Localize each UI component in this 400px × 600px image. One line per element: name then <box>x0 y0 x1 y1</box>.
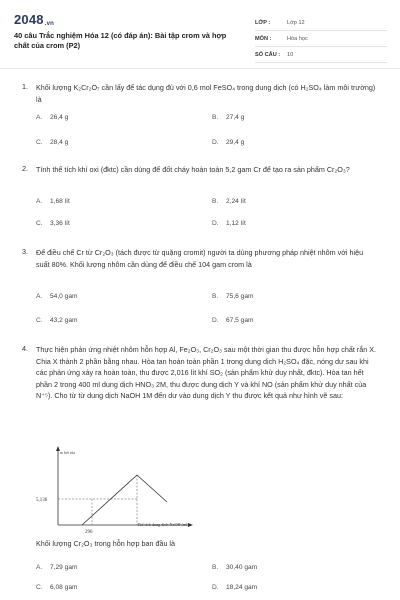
meta-key: SỐ CÂU : <box>255 51 281 58</box>
question-text: Khối lượng K₂Cr₂O₇ cần lấy để tác dụng đủ với 0,6 mol FeSO₄ trong dung dịch (có H₂SO₄ làm môi trường) là <box>36 83 376 104</box>
option-c[interactable]: C. 43,2 gam <box>36 317 78 324</box>
option-c[interactable]: C. 3,36 lít <box>36 220 70 227</box>
question-1 <box>22 82 382 162</box>
header-divider <box>0 68 400 69</box>
option-a[interactable]: A. 26,4 g <box>36 114 69 121</box>
page-header <box>0 0 400 60</box>
meta-value: Hóa học <box>287 35 308 42</box>
question-number: 4. <box>22 344 28 353</box>
meta-info <box>255 15 387 63</box>
chart-svg <box>22 445 232 535</box>
option-d[interactable]: D. 18,24 gam <box>212 584 258 591</box>
site-logo[interactable]: 2048.vn <box>14 12 55 27</box>
meta-key: LỚP : <box>255 19 271 26</box>
question-4-chart <box>22 445 232 535</box>
option-c[interactable]: C. 28,4 g <box>36 139 69 146</box>
followup-text: Khối lượng Cr₂O₃ trong hỗn hợp ban đầu là <box>36 539 176 548</box>
question-3 <box>22 247 382 335</box>
meta-value: Lớp 12 <box>287 19 305 26</box>
option-c[interactable]: C. 6,08 gam <box>36 584 78 591</box>
meta-row-subject <box>255 31 387 47</box>
question-text: Tính thể tích khí oxi (đktc) cần dùng để đốt cháy hoàn toàn 5,2 gam Cr để tạo ra sản phẩm Cr₂O₃? <box>36 165 350 174</box>
document-title: 40 câu Trắc nghiệm Hóa 12 (có đáp án): Bài tập crom và hợp chất của crom (P2) <box>14 31 227 50</box>
question-text: Thực hiện phản ứng nhiệt nhôm hỗn hợp Al, Fe₂O₃, Cr₂O₃ sau một thời gian thu được hỗn hợp chất rắn X. Chia X thành 2 phần bằng nhau. Hòa tan hoàn toàn phần 1 trong dung dịch H₂SO₄ đặc, nóng dư sau khi các phản ứng xảy ra hoàn toàn, thu được 2,016 lít khí SO₂ (sản phẩm khử duy nhất, đktc). Hòa tan hết phần 2 trong 400 ml dung dịch HNO₃ 2M, thu được dung dịch Y và khí NO (sản phẩm khử duy nhất của N⁺⁵). Cho từ từ dung dịch NaOH 1M đến dư vào dung dịch Y thu được kết quả như hình vẽ sau: <box>36 345 376 400</box>
option-b[interactable]: B. 2,24 lít <box>212 198 246 205</box>
chart-y-tick: 5,136 <box>36 498 48 503</box>
option-d[interactable]: D. 67,5 gam <box>212 317 254 324</box>
meta-value: 10 <box>287 51 294 58</box>
chart-y-arrow <box>56 446 60 451</box>
chart-series-line <box>82 475 167 525</box>
option-b[interactable]: B. 75,6 gam <box>212 293 254 300</box>
option-a[interactable]: A. 1,68 lít <box>36 198 70 205</box>
chart-xlabel: Thể tích dung dịch NaOH (ml) <box>137 522 189 527</box>
chart-ylabel: m kết tủa <box>60 450 75 455</box>
chart-x-tick: 296 <box>85 530 93 535</box>
meta-row-count <box>255 47 387 63</box>
option-d[interactable]: D. 29,4 g <box>212 139 245 146</box>
question-4 <box>22 344 382 444</box>
question-number: 1. <box>22 82 28 91</box>
question-text: Để điều chế Cr từ Cr₂O₃ (tách được từ quặng cromit) người ta dùng phương pháp nhiệt nhôm với hiệu suất 80%. Khối lượng nhôm cần dùng để điều chế 104 gam crom là <box>36 248 364 269</box>
question-2 <box>22 164 382 239</box>
option-a[interactable]: A. 54,0 gam <box>36 293 78 300</box>
option-b[interactable]: B. 27,4 g <box>212 114 245 121</box>
option-d[interactable]: D. 1,12 lít <box>212 220 246 227</box>
question-number: 2. <box>22 164 28 173</box>
meta-key: MÔN : <box>255 35 272 42</box>
question-4-followup <box>22 538 382 598</box>
option-b[interactable]: B. 30,40 gam <box>212 564 258 571</box>
question-number: 3. <box>22 247 28 256</box>
meta-row-class <box>255 15 387 31</box>
option-a[interactable]: A. 7,29 gam <box>36 564 78 571</box>
